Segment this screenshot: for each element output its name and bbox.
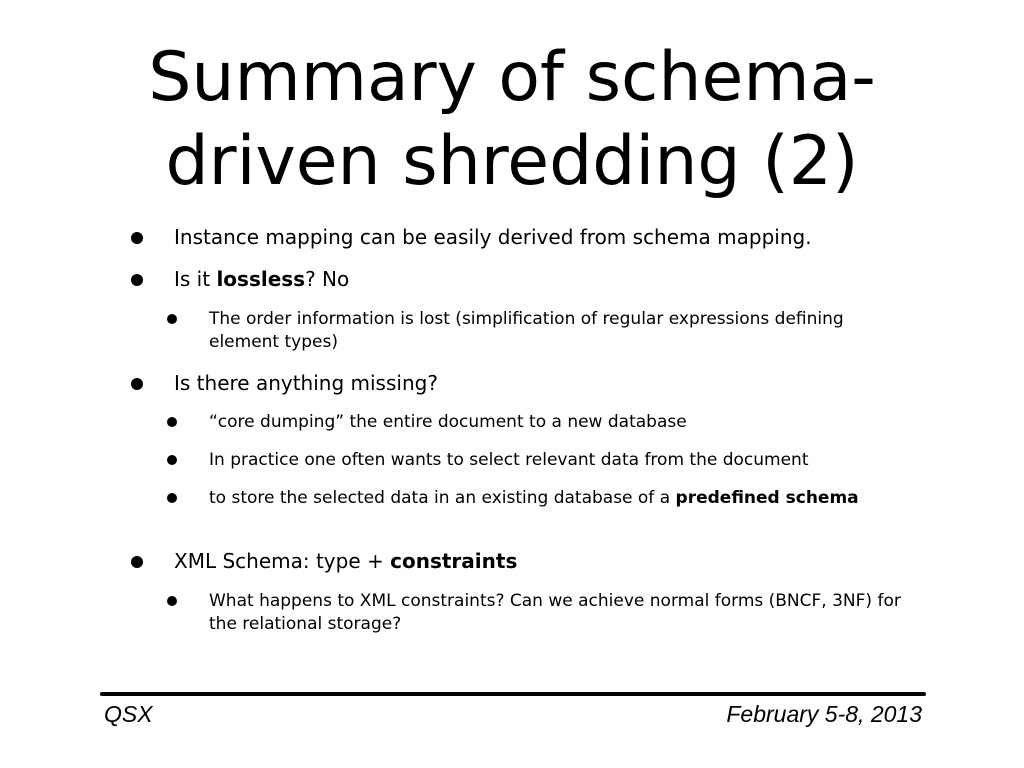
sub-bullet-dot-icon bbox=[167, 493, 177, 503]
sub-bullet-dot-icon bbox=[167, 314, 177, 324]
bullet-dot-icon bbox=[131, 232, 143, 244]
bullet-instance-mapping bbox=[174, 224, 812, 250]
bullet-text-bold: lossless bbox=[216, 267, 306, 291]
sub-bullet-dot-icon bbox=[167, 455, 177, 465]
bullet-text-suffix: ? No bbox=[305, 267, 350, 291]
sub-bullet-store-selected bbox=[209, 487, 859, 510]
bullet-dot-icon bbox=[131, 274, 143, 286]
sub-bullet-dot-icon bbox=[167, 596, 177, 606]
slide-title-line-1: Summary of schema- bbox=[148, 38, 876, 117]
bullet-dot-icon bbox=[131, 378, 143, 390]
bullet-xml-schema bbox=[174, 548, 517, 574]
footer-divider bbox=[100, 692, 926, 696]
sub-bullet-text: The order information is lost (simplification of regular expressions defining element types) bbox=[209, 309, 844, 352]
sub-bullet-core-dumping bbox=[209, 411, 909, 434]
sub-bullet-select-relevant bbox=[209, 449, 909, 472]
footer-date: February 5-8, 2013 bbox=[726, 701, 922, 727]
sub-bullet-text: “core dumping” the entire document to a new database bbox=[209, 412, 687, 432]
bullet-text-bold: constraints bbox=[390, 549, 518, 573]
bullet-lossless bbox=[174, 266, 349, 292]
sub-bullet-text: In practice one often wants to select relevant data from the document bbox=[209, 450, 809, 470]
sub-bullet-order-lost bbox=[209, 308, 909, 354]
sub-bullet-text-prefix: to store the selected data in an existing database of a bbox=[209, 488, 676, 508]
bullet-text-prefix: Is it bbox=[174, 267, 217, 291]
sub-bullet-text-bold: predefined schema bbox=[675, 488, 859, 508]
bullet-dot-icon bbox=[131, 556, 143, 568]
bullet-text: Is there anything missing? bbox=[174, 371, 438, 395]
bullet-text-prefix: XML Schema: type + bbox=[174, 549, 391, 573]
bullet-text: Instance mapping can be easily derived from schema mapping. bbox=[174, 225, 812, 249]
sub-bullet-xml-constraints bbox=[209, 590, 909, 636]
bullet-anything-missing bbox=[174, 370, 438, 396]
footer-course-name: QSX bbox=[104, 701, 153, 727]
sub-bullet-text: What happens to XML constraints? Can we achieve normal forms (BNCF, 3NF) for the relational storage? bbox=[209, 591, 901, 634]
sub-bullet-dot-icon bbox=[167, 417, 177, 427]
slide-title-line-2: driven shredding (2) bbox=[165, 122, 859, 201]
